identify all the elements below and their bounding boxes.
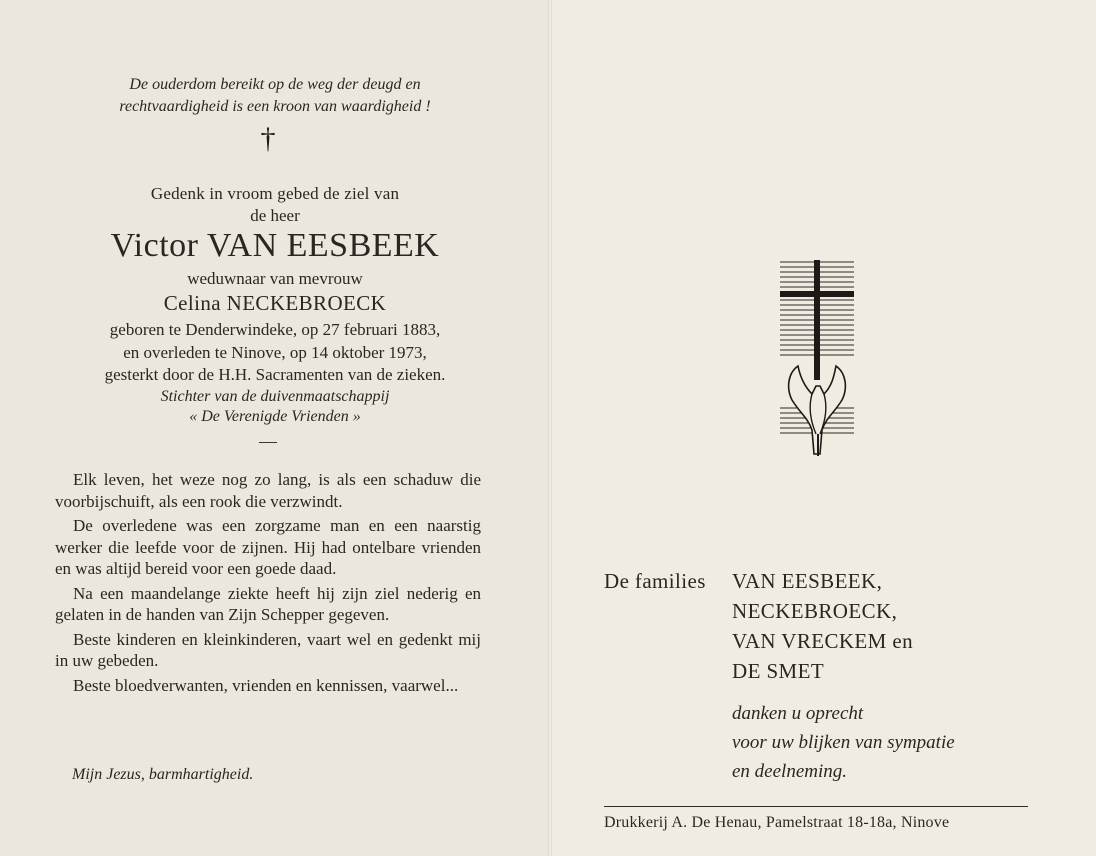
family-name: NECKEBROECK, bbox=[732, 599, 898, 623]
death-line: en overleden te Ninove, op 14 oktober 1973, bbox=[123, 343, 427, 362]
eulogy-paragraph: Beste kinderen en kleinkinderen, vaart wel en gedenkt mij in uw gebeden. bbox=[55, 629, 481, 670]
eulogy-paragraph: Elk leven, het weze nog zo lang, is als een schaduw die voorbijschuift, als een rook die verzwindt. bbox=[55, 470, 481, 511]
birth-line: geboren te Denderwindeke, op 27 februari 1883, bbox=[109, 320, 441, 339]
intro-honorific: de heer bbox=[250, 206, 300, 225]
footer-rule bbox=[604, 806, 1028, 807]
thanks-line: voor uw blijken van sympatie bbox=[732, 732, 955, 753]
thanks-line: danken u oprecht bbox=[732, 703, 864, 724]
separator-dash bbox=[259, 442, 277, 443]
family-names bbox=[732, 566, 913, 686]
thanks-message bbox=[732, 699, 955, 786]
cross-with-praying-hands-icon bbox=[778, 258, 858, 458]
eulogy-paragraph: De overledene was een zorgzame man en een naarstig werker die leefde voor de zijnen. Hij had ontelbare vrienden en was altijd bereid voor een goede daad. bbox=[55, 516, 481, 578]
eulogy-paragraph: Beste bloedverwanten, vrienden en kennissen, vaarwel... bbox=[73, 675, 459, 695]
closing-prayer: Mijn Jezus, barmhartigheid. bbox=[72, 766, 254, 783]
families-label: De families bbox=[604, 569, 706, 593]
printer-credit: Drukkerij A. De Henau, Pamelstraat 18-18a, Ninove bbox=[604, 814, 950, 831]
family-name: VAN VRECKEM en bbox=[732, 629, 914, 653]
thanks-line: en deelneming. bbox=[732, 761, 848, 782]
sacrament-line: gesterkt door de H.H. Sacramenten van de zieken. bbox=[104, 365, 446, 384]
opening-verse bbox=[60, 74, 490, 118]
spouse-name: Celina NECKEBROECK bbox=[163, 291, 387, 315]
relation-line: weduwnaar van mevrouw bbox=[187, 269, 363, 288]
deceased-name: Victor VAN EESBEEK bbox=[110, 227, 440, 264]
cross-icon: † bbox=[260, 122, 276, 155]
card-fold bbox=[548, 0, 552, 856]
club-name: « De Verenigde Vrienden » bbox=[189, 408, 361, 425]
eulogy-paragraph: Na een maandelange ziekte heeft hij zijn ziel nederig en gelaten in de handen van Zijn Schepper gegeven. bbox=[55, 583, 481, 624]
verse-line: De ouderdom bereikt op de weg der deugd en bbox=[129, 76, 421, 93]
family-name: DE SMET bbox=[732, 659, 825, 683]
founder-line: Stichter van de duivenmaatschappij bbox=[160, 388, 390, 405]
eulogy-text bbox=[55, 469, 481, 699]
intro-line: Gedenk in vroom gebed de ziel van bbox=[150, 184, 400, 203]
verse-line: rechtvaardigheid is een kroon van waardigheid ! bbox=[119, 98, 431, 115]
family-name: VAN EESBEEK, bbox=[732, 569, 883, 593]
